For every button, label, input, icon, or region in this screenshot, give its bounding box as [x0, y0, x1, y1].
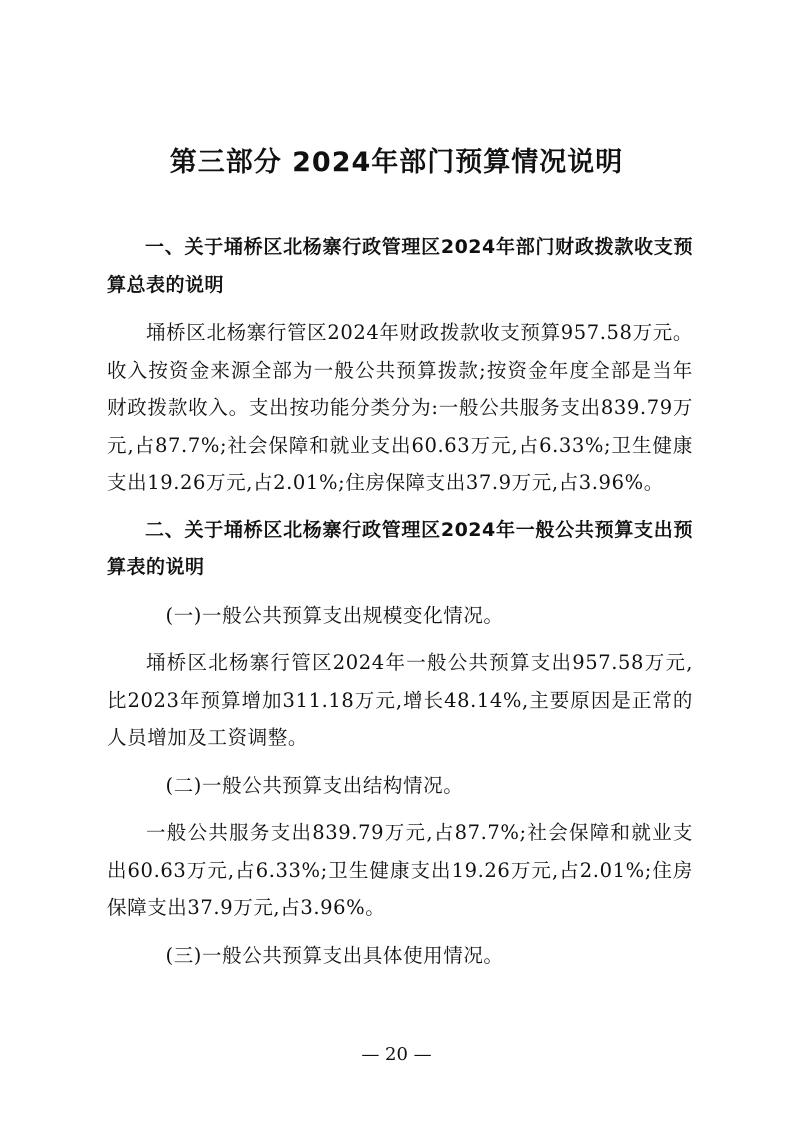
section-1-heading: 一、关于埇桥区北杨寨行政管理区2024年部门财政拨款收支预算总表的说明	[107, 236, 693, 296]
page-title: 第三部分 2024年部门预算情况说明	[169, 147, 624, 178]
section-2-subheading-2: (二)一般公共预算支出结构情况。	[165, 773, 464, 797]
document-body	[107, 229, 693, 984]
section-1-body: 埇桥区北杨寨行管区2024年财政拨款收支预算957.58万元。收入按资金来源全部为一般公共预算拨款;按资金年度全部是当年财政拨款收入。支出按功能分类分为:一般公共服务支出839.79万元,占87.7%;社会保障和就业支出60.63万元,占6.33%;卫生健康支出19.26万元,占2.01%;住房保障支出37.9万元,占3.96%。	[107, 321, 693, 494]
section-2-body-1: 埇桥区北杨寨行管区2024年一般公共预算支出957.58万元,比2023年预算增加311.18万元,增长48.14%,主要原因是正常的人员增加及工资调整。	[107, 651, 693, 749]
section-2-body-2: 一般公共服务支出839.79万元,占87.7%;社会保障和就业支出60.63万元,占6.33%;卫生健康支出19.26万元,占2.01%;住房保障支出37.9万元,占3.96%。	[107, 821, 693, 919]
section-2-subheading-1: (一)一般公共预算支出规模变化情况。	[165, 603, 504, 627]
section-2-subheading-3: (三)一般公共预算支出具体使用情况。	[165, 943, 504, 967]
page-number: — 20 —	[361, 1044, 432, 1065]
section-2-heading: 二、关于埇桥区北杨寨行政管理区2024年一般公共预算支出预算表的说明	[107, 518, 693, 578]
